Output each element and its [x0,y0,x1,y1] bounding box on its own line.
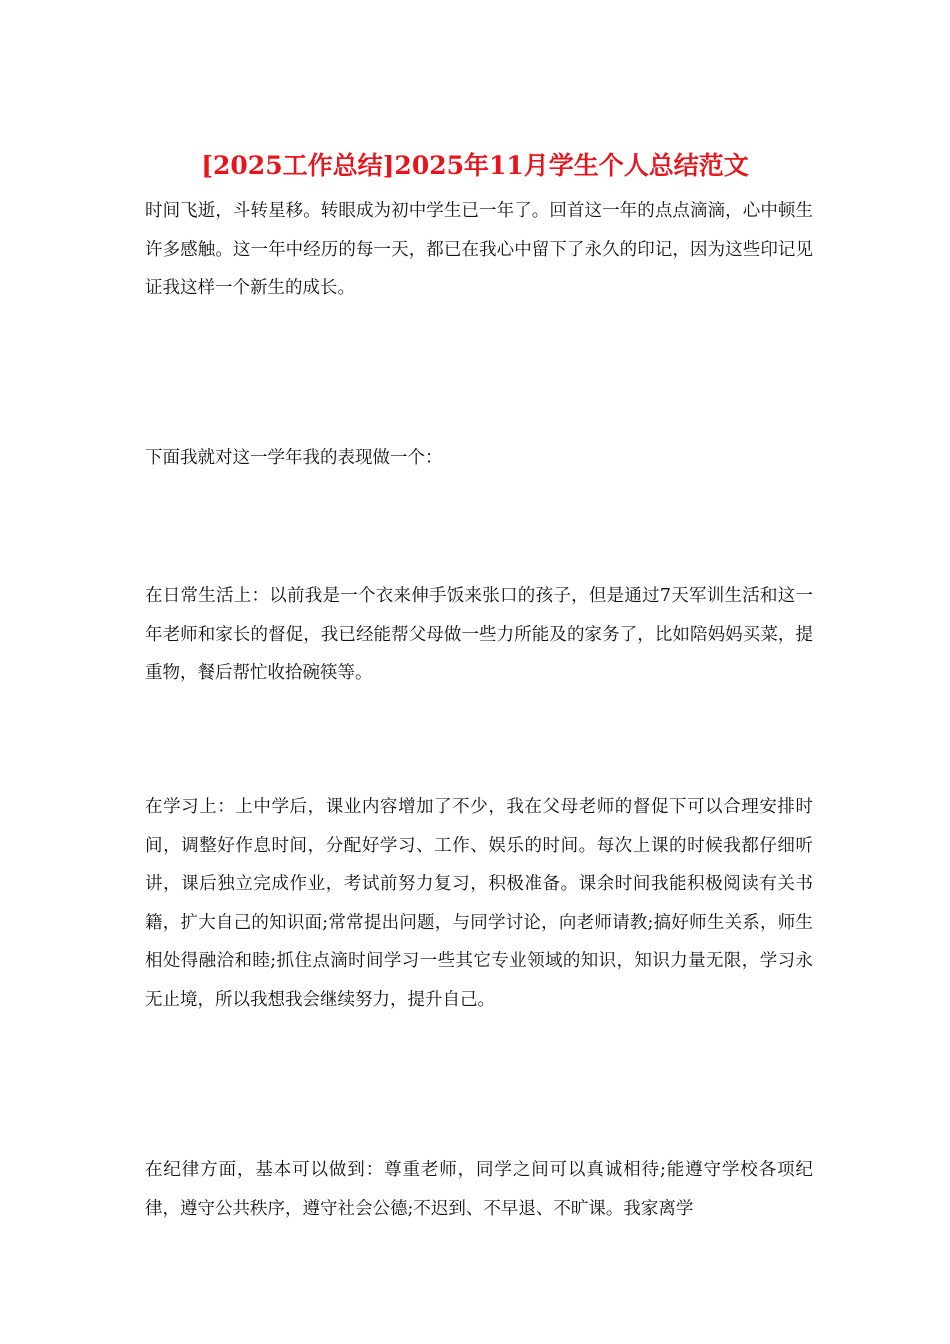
paragraph-intro: 时间飞逝，斗转星移。转眼成为初中学生已一年了。回首这一年的点点滴滴，心中顿生许多感触。这一年中经历的每一天，都已在我心中留下了永久的印记，因为这些印记见证我这样一个新生的成长。 [145,201,813,298]
paragraph-discipline: 在纪律方面，基本可以做到：尊重老师，同学之间可以真诚相待;能遵守学校各项纪律，遵守公共秩序，遵守社会公德;不迟到、不早退、不旷课。我家离学 [145,1160,813,1219]
paragraph-overview: 下面我就对这一学年我的表现做一个： [145,448,443,468]
paragraph-daily-life: 在日常生活上：以前我是一个衣来伸手饭来张口的孩子，但是通过7天军训生活和这一年老师和家长的督促，我已经能帮父母做一些力所能及的家务了，比如陪妈妈买菜，提重物，餐后帮忙收拾碗筷等。 [145,586,813,683]
document-title: [2025工作总结]2025年11月学生个人总结范文 [201,151,749,180]
paragraph-study: 在学习上：上中学后，课业内容增加了不少，我在父母老师的督促下可以合理安排时间，调整好作息时间，分配好学习、工作、娱乐的时间。每次上课的时候我都仔细听讲，课后独立完成作业，考试前努力复习，积极准备。课余时间我能积极阅读有关书籍，扩大自己的知识面;常常提出问题，与同学讨论，向老师请教;搞好师生关系，师生相处得融洽和睦;抓住点滴时间学习一些其它专业领域的知识，知识力量无限，学习永无止境，所以我想我会继续努力，提升自己。 [145,797,813,1010]
